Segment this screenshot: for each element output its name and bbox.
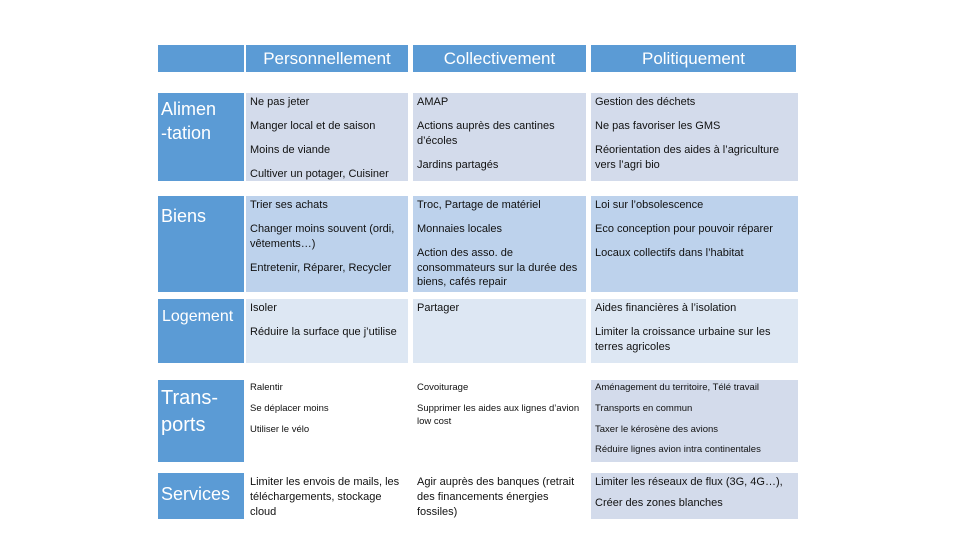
cell-services-political — [591, 473, 798, 519]
row-label-services — [158, 473, 244, 519]
list-item: Entretenir, Réparer, Recycler — [250, 261, 392, 274]
cell-logement-personal — [246, 299, 408, 363]
header-corner — [158, 45, 244, 72]
list-item: Isoler — [250, 302, 277, 314]
list-item: Aides financières à l’isolation — [595, 302, 737, 314]
cell-logement-political — [591, 299, 798, 363]
list-item: Ralentir — [250, 382, 283, 393]
list-item: Réduire lignes avion intra continentales — [595, 444, 761, 456]
list-item: Transports en commun — [595, 402, 693, 414]
list-item: Moins de viande — [250, 143, 331, 156]
header-politiquement: Politiquement — [591, 45, 796, 72]
list-item: Créer des zones blanches — [595, 496, 723, 509]
row-label-transports — [158, 380, 244, 462]
cell-biens-political — [591, 196, 798, 292]
list-item: Loi sur l’obsolescence — [595, 199, 704, 211]
row-label-text: Alimen-tation — [161, 99, 217, 144]
list-item: Actions auprès des cantines d’écoles — [417, 119, 555, 147]
cell-alimentation-political — [591, 93, 798, 181]
list-item: Réorientation des aides à l’agriculture vers l’agri bio — [595, 143, 780, 171]
row-label-logement — [158, 299, 244, 363]
cell-transports-collective — [413, 380, 586, 462]
cell-transports-political — [591, 380, 798, 462]
list-item: Limiter les réseaux de flux (3G, 4G…), — [595, 476, 783, 488]
cell-services-personal — [246, 473, 408, 519]
row-label-text: Services — [161, 484, 231, 504]
list-item: Ne pas favoriser les GMS — [595, 119, 721, 132]
list-item: Réduire la surface que j’utilise — [250, 325, 397, 338]
cell-logement-collective — [413, 299, 586, 363]
list-item: Troc, Partage de matériel — [417, 199, 541, 211]
list-item: Jardins partagés — [417, 158, 499, 171]
row-label-text: Trans-ports — [161, 387, 219, 436]
list-item: Action des asso. de consommateurs sur la durée des biens, cafés repair — [417, 246, 578, 289]
header-personnellement: Personnellement — [246, 45, 408, 72]
list-item: Gestion des déchets — [595, 96, 696, 108]
cell-services-collective — [413, 473, 586, 519]
list-item: Ne pas jeter — [250, 96, 310, 108]
list-item: Se déplacer moins — [250, 402, 329, 414]
list-item: Supprimer les aides aux lignes d’avion low cost — [417, 402, 580, 427]
list-item: Trier ses achats — [250, 199, 328, 211]
list-item: Taxer le kérosène des avions — [595, 423, 719, 435]
list-item: Locaux collectifs dans l’habitat — [595, 246, 744, 259]
row-label-text: Biens — [161, 206, 207, 226]
list-item: Limiter les envois de mails, les téléchargements, stockage cloud — [250, 476, 400, 518]
cell-alimentation-collective — [413, 93, 586, 181]
list-item: Utiliser le vélo — [250, 423, 310, 435]
cell-alimentation-personal — [246, 93, 408, 181]
list-item: Limiter la croissance urbaine sur les terres agricoles — [595, 325, 771, 353]
list-item: AMAP — [417, 96, 449, 108]
list-item: Changer moins souvent (ordi, vêtements…) — [250, 222, 395, 250]
cell-biens-collective — [413, 196, 586, 292]
cell-biens-personal — [246, 196, 408, 292]
list-item: Monnaies locales — [417, 222, 502, 235]
row-label-text: Logement — [162, 308, 234, 325]
list-item: Partager — [417, 302, 460, 314]
list-item: Agir auprès des banques (retrait des financements énergies fossiles) — [417, 476, 575, 518]
header-collectivement: Collectivement — [413, 45, 586, 72]
row-label-alimentation — [158, 93, 244, 181]
row-label-biens — [158, 196, 244, 292]
list-item: Manger local et de saison — [250, 119, 376, 132]
list-item: Cultiver un potager, Cuisiner — [250, 167, 389, 180]
list-item: Eco conception pour pouvoir réparer — [595, 222, 773, 235]
list-item: Aménagement du territoire, Télé travail — [595, 382, 760, 393]
cell-transports-personal — [246, 380, 408, 462]
list-item: Covoiturage — [417, 382, 469, 393]
